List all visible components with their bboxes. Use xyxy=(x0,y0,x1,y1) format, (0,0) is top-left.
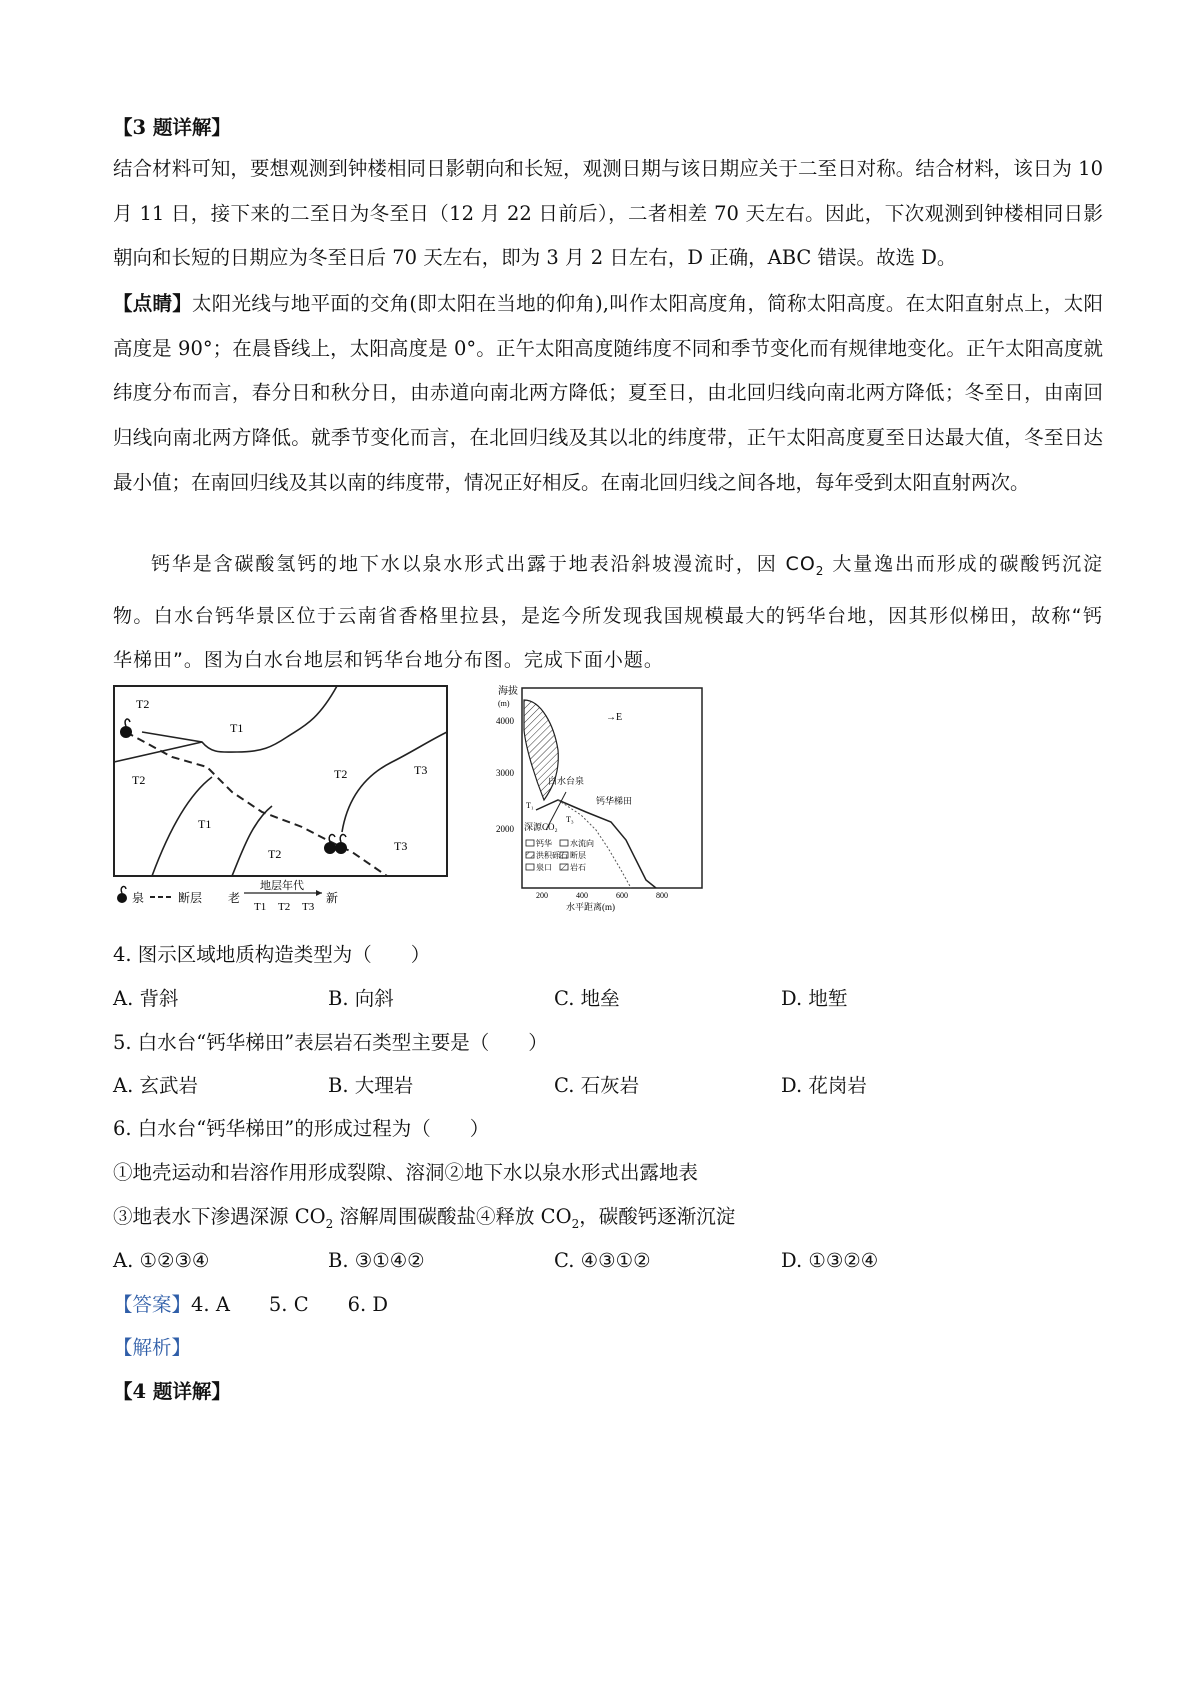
q6-text: ③地表水下渗遇深源 CO xyxy=(113,1205,326,1228)
q5-option-d: D. 花岗岩 xyxy=(781,1074,867,1097)
material-text-1: 钙华是含碳酸氢钙的地下水以泉水形式出露于地表沿斜坡漫流时，因 CO xyxy=(151,553,816,575)
legend-age-arrowhead xyxy=(316,890,322,896)
legend-item: 钙华 xyxy=(536,839,552,848)
terrace-slope xyxy=(536,800,656,888)
profile-xtick: 600 xyxy=(616,891,628,900)
legend-new-label: 新 xyxy=(326,891,339,905)
region-label: T2 xyxy=(268,847,282,861)
region-label: T3 xyxy=(414,763,428,777)
profile-xtick: 800 xyxy=(656,891,668,900)
region-label: T1 xyxy=(230,721,244,735)
legend-axis-title: 地层年代 xyxy=(260,880,304,892)
material-paragraph xyxy=(113,542,1103,683)
material-co2-sub: 2 xyxy=(815,563,825,578)
legend-t3: T3 xyxy=(302,901,315,912)
profile-legend xyxy=(526,838,594,872)
legend-item: 洪积砾石 xyxy=(536,851,568,860)
q6-option-c: C. ④③①② xyxy=(554,1249,651,1272)
q5-option-b: B. 大理岩 xyxy=(328,1074,414,1097)
fault-line xyxy=(126,732,387,876)
profile-ytick: 3000 xyxy=(496,768,514,778)
legend-spring-icon xyxy=(117,893,127,903)
label-terraces: 钙华梯田 xyxy=(596,796,633,806)
q4-option-d: D. 地堑 xyxy=(781,987,848,1010)
profile-figure xyxy=(496,680,706,912)
q6-option-b: B. ③①④② xyxy=(328,1249,425,1272)
spring-icon xyxy=(329,835,335,842)
region-label: T2 xyxy=(132,773,146,787)
answer-line xyxy=(113,1291,388,1319)
legend-fault-label: 断层 xyxy=(178,891,203,905)
q6-sub: 2 xyxy=(325,1216,334,1231)
dianjing-paragraph xyxy=(113,282,1103,506)
q6-statement-1: ①地壳运动和岩溶作用形成裂隙、溶洞②地下水以泉水形式出露地表 xyxy=(113,1161,699,1184)
label-t3: T₃ xyxy=(566,815,574,824)
q5-option-c: C. 石灰岩 xyxy=(554,1074,640,1097)
geologic-map-figure xyxy=(112,682,457,912)
q4-stem: 4. 图示区域地质构造类型为（ ） xyxy=(113,943,431,966)
legend-t2: T2 xyxy=(278,901,291,912)
profile-direction: →E xyxy=(606,712,623,723)
profile-xlabel: 水平距离(m) xyxy=(566,902,615,912)
spring-icon xyxy=(324,842,336,854)
q4-option-a: A. 背斜 xyxy=(113,987,179,1010)
legend-spring-label: 泉 xyxy=(132,891,145,905)
q6-option-a: A. ①②③④ xyxy=(113,1249,210,1272)
q6-option-d: D. ①③②④ xyxy=(781,1249,879,1272)
q5-stem: 5. 白水台“钙华梯田”表层岩石类型主要是（ ） xyxy=(113,1031,548,1054)
boundary-t2-t3 xyxy=(342,732,447,832)
q4-option-c: C. 地垒 xyxy=(554,987,620,1010)
q6-statement-2 xyxy=(113,1203,735,1238)
dianjing-text: 太阳光线与地平面的交角(即太阳在当地的仰角),叫作太阳高度角，简称太阳高度。在太阳直射点上，太阳高度是 90°；在晨昏线上，太阳高度是 0°。正午太阳高度随纬度不同和季节变化而有规律地变化。正午太阳高度就纬度分布而言，春分日和秋分日，由赤道向南北两方降低；夏至日，由北回归线向南北两方降低；冬至日，由南回归线向南北两方降低。就季节变化而言，在北回归线及其以北的纬度带，正午太阳高度夏至日达最大值，冬至日达最小值；在南回归线及其以南的纬度带，情况正好相反。在南北回归线之间各地，每年受到太阳直射两次。 xyxy=(113,292,1103,494)
boundary-west xyxy=(114,742,202,762)
dianjing-label: 【点睛】 xyxy=(113,292,193,315)
profile-xtick: 200 xyxy=(536,891,548,900)
q3-detail-heading: 【3 题详解】 xyxy=(113,116,231,139)
answer-label: 【答案】 xyxy=(113,1293,192,1316)
label-t1: T₁ xyxy=(526,801,534,810)
legend-spring-icon xyxy=(121,886,126,893)
region-label: T1 xyxy=(198,817,212,831)
profile-ytick: 4000 xyxy=(496,716,514,726)
q6-stem: 6. 白水台“钙华梯田”的形成过程为（ ） xyxy=(113,1117,490,1140)
spring-icon xyxy=(340,835,346,842)
q4-option-b: B. 向斜 xyxy=(328,987,394,1010)
legend-item: 断层 xyxy=(570,851,586,860)
legend-item: 泉口 xyxy=(536,863,552,872)
legend-item: 水流向 xyxy=(570,839,594,848)
q5-option-a: A. 玄武岩 xyxy=(113,1074,198,1097)
profile-ylabel-unit: (m) xyxy=(498,699,510,708)
spring-icon xyxy=(125,719,130,726)
boundary-t1-t2-south xyxy=(232,806,272,876)
q4-detail-heading: 【4 题详解】 xyxy=(113,1380,231,1403)
legend-item: 岩石 xyxy=(570,863,586,872)
region-label: T2 xyxy=(334,767,348,781)
legend-t1: T1 xyxy=(254,901,267,912)
spring-icon xyxy=(335,842,347,854)
boundary-t1-t2-north xyxy=(142,686,337,752)
spring-icon xyxy=(120,726,132,738)
label-spring: 白水台泉 xyxy=(548,776,585,786)
q3-detail-text: 结合材料可知，要想观测到钟楼相同日影朝向和长短，观测日期与该日期应关于二至日对称。结合材料，该日为 10 月 11 日，接下来的二至日为冬至日（12 月 22 日前后），二者相差 70 天左右。因此，下次观测到钟楼相同日影朝向和长短的日期应为冬至日后 70 天左右，即为 3 月 2 日左右，D 正确，ABC 错误。故选 D。 xyxy=(113,157,1103,270)
material-text-2: 大量逸出而形成的碳酸钙沉淀物。白水台钙华景区位于云南省香格里拉县，是迄今所发现我国规模最大的钙华台地，因其形似梯田，故称“钙华梯田”。图为白水台地层和钙华台地分布图。完成下面小题。 xyxy=(113,553,1103,672)
analysis-label: 【解析】 xyxy=(113,1336,192,1359)
profile-xtick: 400 xyxy=(576,891,588,900)
q6-text: 溶解周围碳酸盐④释放 CO xyxy=(333,1205,572,1228)
answer-text: 4. A 5. C 6. D xyxy=(191,1293,389,1316)
legend-old-label: 老 xyxy=(228,891,241,905)
region-label: T2 xyxy=(136,697,150,711)
q6-sub: 2 xyxy=(571,1216,580,1231)
profile-ytick: 2000 xyxy=(496,824,514,834)
q6-text: ，碳酸钙逐渐沉淀 xyxy=(579,1205,736,1228)
label-co2: 深源CO₂ xyxy=(524,822,558,832)
region-label: T3 xyxy=(394,839,408,853)
travertine-layer xyxy=(558,800,631,888)
profile-ylabel: 海拔 xyxy=(498,686,518,697)
